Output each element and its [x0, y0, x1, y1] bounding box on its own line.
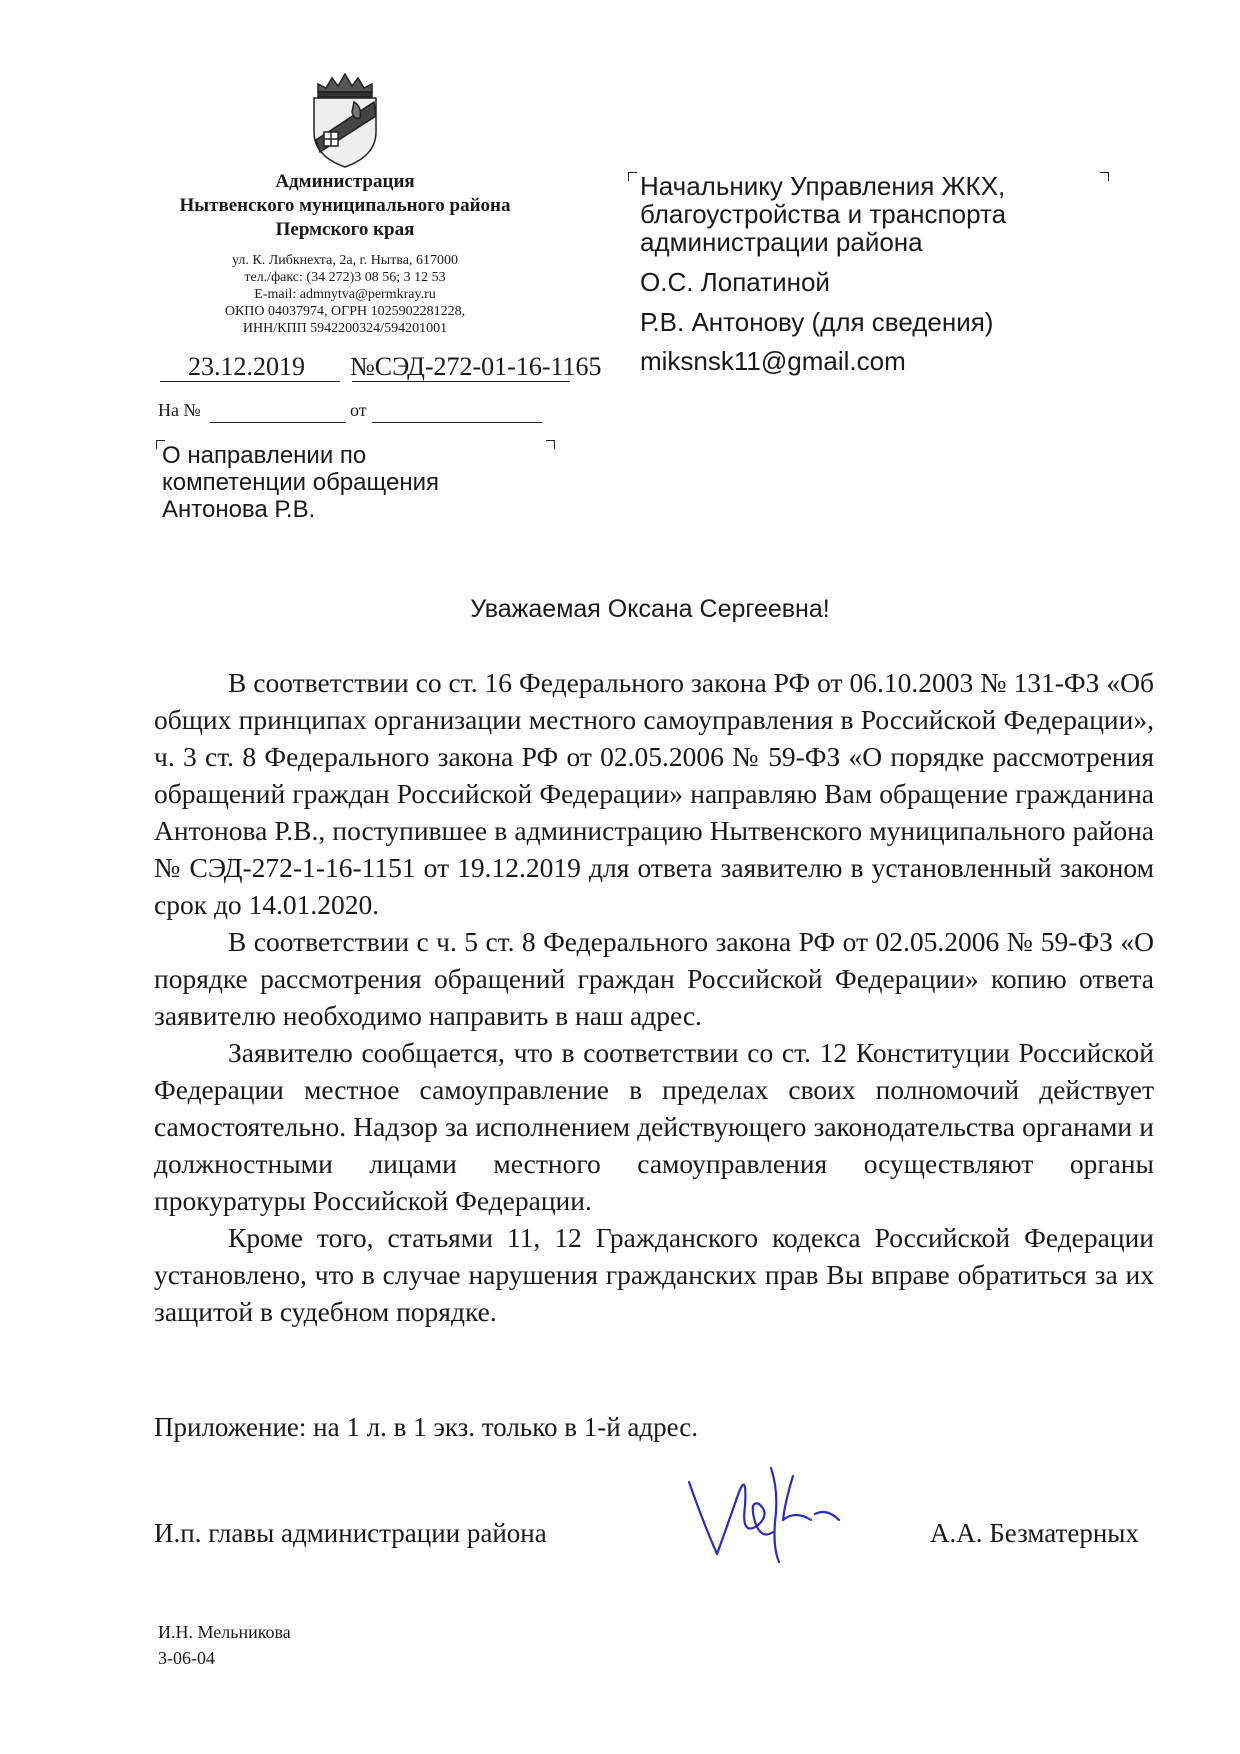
- number-underline: [352, 381, 570, 382]
- addressee-line-2: благоустройства и транспорта: [640, 199, 1007, 229]
- coat-of-arms-emblem: [304, 70, 386, 170]
- org-inn: ИНН/КПП 5942200324/594201001: [242, 321, 448, 336]
- from-label: от: [350, 400, 367, 420]
- subject-corner-right: [546, 440, 555, 449]
- signer-name: А.А. Безматерных: [930, 1518, 1139, 1548]
- letter-body: [154, 664, 1154, 1330]
- registration-number: №СЭД-272-01-16-1165: [350, 352, 602, 381]
- addressee-email: miksnsk11@gmail.com: [640, 346, 906, 376]
- subject-line-2: компетенции обращения: [162, 469, 439, 496]
- addressee-corner-left: [628, 172, 637, 181]
- org-okpo: ОКПО 04037974, ОГРН 1025902281228,: [224, 304, 466, 319]
- handwritten-signature: [675, 1462, 855, 1572]
- addressee-name-1: О.С. Лопатиной: [640, 267, 830, 297]
- greeting: Уважаемая Оксана Сергеевна!: [470, 595, 830, 623]
- registration-date: 23.12.2019: [188, 352, 305, 381]
- in-reply-line: [210, 422, 346, 423]
- org-phone: тел./факс: (34 272)3 08 56; 3 12 53: [244, 270, 446, 285]
- subject-line-1: О направлении по: [162, 442, 367, 469]
- from-line: [372, 422, 542, 423]
- addressee-corner-right: [1100, 172, 1109, 181]
- org-address: ул. К. Либкнехта, 2а, г. Нытва, 617000: [232, 253, 458, 268]
- subject-line-3: Антонова Р.В.: [162, 496, 316, 523]
- paragraph: Кроме того, статьями 11, 12 Гражданского кодекса Российской Федерации установлено, что в случае нарушения гражданских прав Вы вправе обратиться за их защитой в судебном порядке.: [154, 1222, 1154, 1327]
- addressee-name-2: Р.В. Антонову (для сведения): [640, 307, 994, 337]
- in-reply-label: На №: [158, 400, 201, 420]
- org-name-line-3: Пермского края: [275, 219, 415, 240]
- org-email: E-mail: admnytva@permkray.ru: [254, 287, 436, 302]
- paragraph: В соответствии с ч. 5 ст. 8 Федерального закона РФ от 02.05.2006 № 59-ФЗ «О порядке рассмотрения обращений граждан Российской Федерации» копию ответа заявителю необходимо направить в наш адрес.: [154, 926, 1154, 1031]
- paragraph: Заявителю сообщается, что в соответствии со ст. 12 Конституции Российской Федерации местное самоуправление в пределах своих полномочий действует самостоятельно. Надзор за исполнением действующего законодательства органами и должностными лицами местного самоуправления осуществляют органы прокуратуры Российской Федерации.: [154, 1037, 1154, 1216]
- executor-phone: 3-06-04: [158, 1648, 215, 1668]
- org-name-line-1: Администрация: [275, 171, 415, 192]
- addressee-line-1: Начальнику Управления ЖКХ,: [640, 171, 1006, 201]
- addressee-line-3: администрации района: [640, 227, 923, 257]
- org-name-line-2: Нытвенского муниципального района: [179, 195, 511, 216]
- date-underline: [160, 381, 340, 382]
- attachment-note: Приложение: на 1 л. в 1 экз. только в 1-й адрес.: [154, 1412, 699, 1442]
- signer-position: И.п. главы администрации района: [154, 1518, 547, 1548]
- paragraph: В соответствии со ст. 16 Федерального закона РФ от 06.10.2003 № 131-ФЗ «Об общих принципах организации местного самоуправления в Российской Федерации», ч. 3 ст. 8 Федерального закона РФ от 02.05.2006 № 59-ФЗ «О порядке рассмотрения обращений граждан Российской Федерации» направляю Вам обращение гражданина Антонова Р.В., поступившее в администрацию Нытвенского муниципального района № СЭД-272-1-16-1151 от 19.12.2019 для ответа заявителю в установленный законом срок до 14.01.2020.: [154, 667, 1154, 920]
- executor-name: И.Н. Мельникова: [158, 1622, 291, 1642]
